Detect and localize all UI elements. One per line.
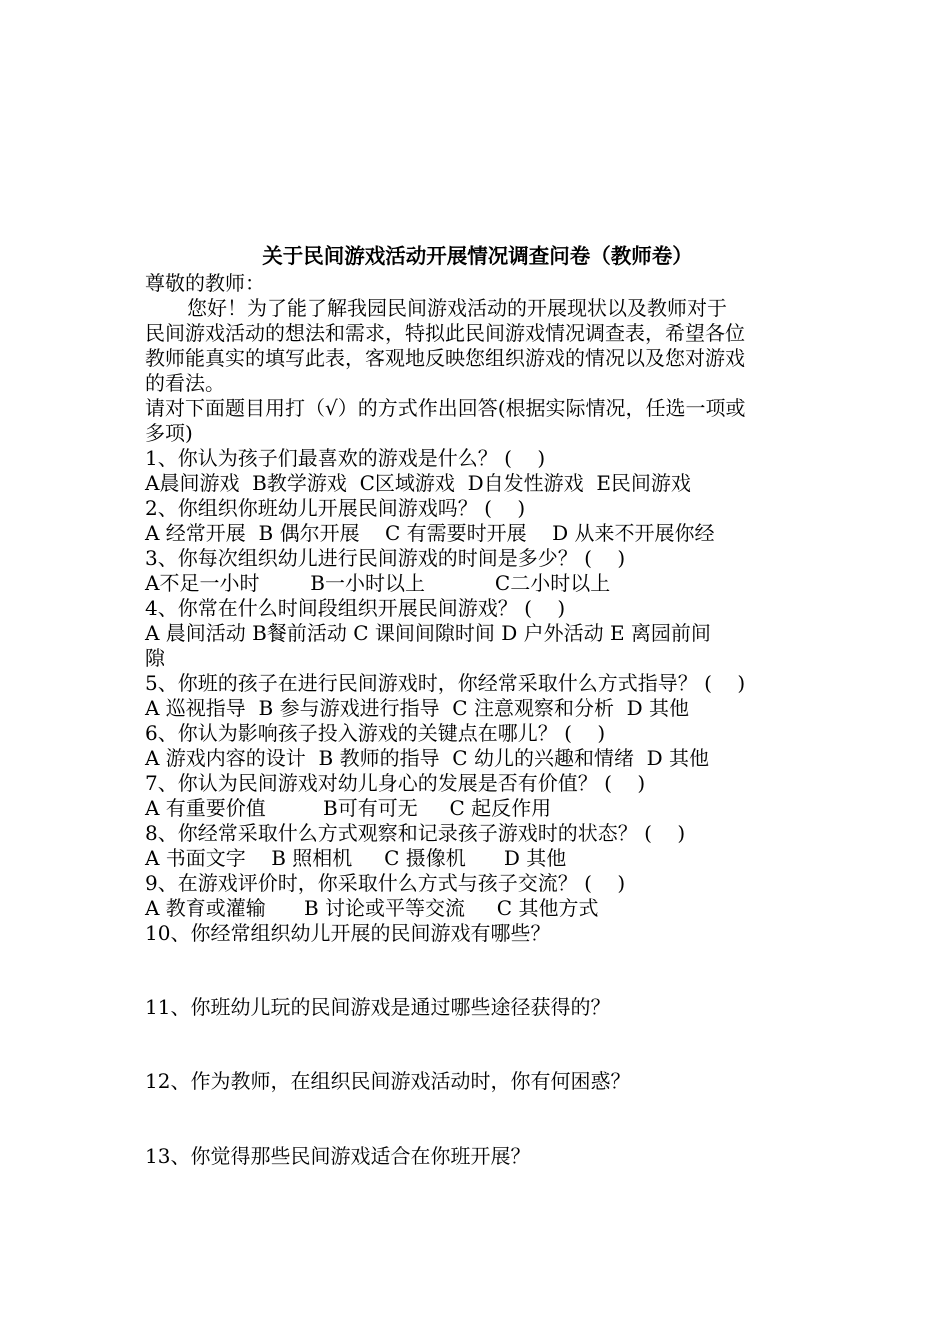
question-11: 11、你班幼儿玩的民间游戏是通过哪些途径获得的？ xyxy=(145,995,611,1019)
question-6-options: A 游戏内容的设计 B 教师的指导 C 幼儿的兴趣和情绪 D 其他 xyxy=(145,746,710,770)
question-2: 2、你组织你班幼儿开展民间游戏吗？ ( ) xyxy=(145,496,526,520)
question-4-options-cont: 隙 xyxy=(145,646,165,670)
intro-line-3: 教师能真实的填写此表，客观地反映您组织游戏的情况以及您对游戏 xyxy=(145,346,745,370)
question-1-options: A晨间游戏 B教学游戏 C区域游戏 D自发性游戏 E民间游戏 xyxy=(145,471,691,495)
intro-line-1: 您好！为了能了解我园民间游戏活动的开展现状以及教师对于 xyxy=(187,296,727,320)
intro-line-2: 民间游戏活动的想法和需求，特拟此民间游戏情况调查表，希望各位 xyxy=(145,321,745,345)
question-4-options: A 晨间活动 B餐前活动 C 课间间隙时间 D 户外活动 E 离园前间 xyxy=(145,621,711,645)
instruction-line-2: 多项) xyxy=(145,421,193,445)
question-1: 1、你认为孩子们最喜欢的游戏是什么？ ( ) xyxy=(145,446,546,470)
intro-line-4: 的看法。 xyxy=(145,371,225,395)
question-3-options: A不足一小时 B一小时以上 C二小时以上 xyxy=(145,571,611,595)
page-title: 关于民间游戏活动开展情况调查问卷（教师卷） xyxy=(262,244,693,268)
question-9: 9、在游戏评价时，你采取什么方式与孩子交流？ ( ) xyxy=(145,871,626,895)
question-5: 5、你班的孩子在进行民间游戏时，你经常采取什么方式指导？ ( ) xyxy=(145,671,746,695)
greeting: 尊敬的教师： xyxy=(145,271,265,295)
question-3: 3、你每次组织幼儿进行民间游戏的时间是多少？ ( ) xyxy=(145,546,626,570)
question-2-options: A 经常开展 B 偶尔开展 C 有需要时开展 D 从来不开展你经 xyxy=(145,521,715,545)
question-10: 10、你经常组织幼儿开展的民间游戏有哪些？ xyxy=(145,921,551,945)
question-4: 4、你常在什么时间段组织开展民间游戏？ ( ) xyxy=(145,596,566,620)
question-8-options: A 书面文字 B 照相机 C 摄像机 D 其他 xyxy=(145,846,567,870)
question-9-options: A 教育或灌输 B 讨论或平等交流 C 其他方式 xyxy=(145,896,599,920)
question-13: 13、你觉得那些民间游戏适合在你班开展？ xyxy=(145,1144,531,1168)
question-7-options: A 有重要价值 B可有可无 C 起反作用 xyxy=(145,796,552,820)
question-8: 8、你经常采取什么方式观察和记录孩子游戏时的状态？ ( ) xyxy=(145,821,686,845)
question-5-options: A 巡视指导 B 参与游戏进行指导 C 注意观察和分析 D 其他 xyxy=(145,696,690,720)
question-12: 12、作为教师，在组织民间游戏活动时，你有何困惑？ xyxy=(145,1069,631,1093)
question-7: 7、你认为民间游戏对幼儿身心的发展是否有价值？ ( ) xyxy=(145,771,646,795)
instruction-line-1: 请对下面题目用打（√）的方式作出回答(根据实际情况，任选一项或 xyxy=(145,396,746,420)
question-6: 6、你认为影响孩子投入游戏的关键点在哪儿？ ( ) xyxy=(145,721,606,745)
